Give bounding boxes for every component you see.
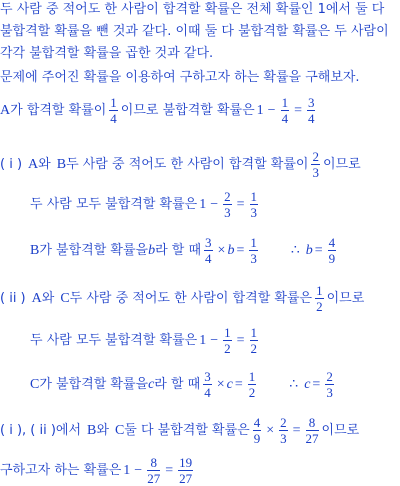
- intro-line-3: 각각 불합격할 확률을 곱한 것과 같다.: [0, 46, 214, 61]
- fraction: $\frac{2}{3}$: [312, 149, 319, 180]
- fraction: $\frac{8}{27}$: [147, 455, 161, 486]
- intro-line-1: 두 사람 중 적어도 한 사람이 합격할 확률은 전체 확률인 1에서 둘 다: [0, 2, 385, 17]
- fraction: $\frac{2}{3}$: [326, 369, 333, 400]
- intro-line-4: 문제에 주어진 확률을 이용하여 구하고자 하는 확률을 구해보자.: [0, 70, 360, 85]
- fraction: $\frac{3}{4}$: [205, 235, 212, 266]
- intro-line-2: 불합격할 확률을 뺀 것과 같다. 이때 둘 다 불합격할 확률은 두 사람이: [0, 24, 389, 39]
- fraction: $\frac{4}{9}$: [328, 235, 336, 266]
- fraction: $\frac{1}{2}$: [224, 325, 231, 356]
- fraction: $\frac{4}{9}$: [253, 415, 261, 446]
- step-a-line: A 가 합격할 확률이 $\frac{1}{4}$ 이므로 불합격할 확률은 1 − $\frac{1}{4}$ = $\frac{3}{4}$: [0, 95, 315, 126]
- fraction: $\frac{3}{4}$: [307, 95, 315, 126]
- case-i-both-fail: 두 사람 모두 불합격할 확률은 1 − $\frac{2}{3}$ = $\frac{1}{3}$: [30, 189, 258, 220]
- fraction: $\frac{2}{3}$: [280, 415, 287, 446]
- case-ii-line: ( ii ) A 와 C 두 사람 중 적어도 한 사람이 합격할 확률은 $\frac{1}{2}$ 이므로: [0, 283, 365, 314]
- fraction: $\frac{1}{4}$: [110, 95, 117, 126]
- fraction: $\frac{1}{3}$: [250, 189, 258, 220]
- fraction: $\frac{1}{2}$: [250, 325, 258, 356]
- fraction: $\frac{1}{2}$: [248, 369, 256, 400]
- fraction: $\frac{1}{4}$: [281, 95, 289, 126]
- case-ii-solve-c: C 가 불합격할 확률을 c 라 할 때 $\frac{3}{4}$ × c = $\frac{1}{2}$ ∴ c = $\frac{2}{3}$: [30, 369, 333, 400]
- fraction: $\frac{2}{3}$: [224, 189, 231, 220]
- fraction: $\frac{19}{27}$: [179, 455, 193, 486]
- fraction: $\frac{3}{4}$: [204, 369, 211, 400]
- case-ii-both-fail: 두 사람 모두 불합격할 확률은 1 − $\frac{1}{2}$ = $\frac{1}{2}$: [30, 325, 258, 356]
- fraction: $\frac{1}{3}$: [250, 235, 257, 266]
- final-answer-line: 구하고자 하는 확률은 1 − $\frac{8}{27}$ = $\frac{19}{27}$: [0, 455, 193, 486]
- case-i-solve-b: B 가 불합격할 확률을 b 라 할 때 $\frac{3}{4}$ × b = $\frac{1}{3}$ ∴ b = $\frac{4}{9}$: [30, 235, 336, 266]
- combine-line: ( i ), ( ii )에서 B 와 C 둘 다 불합격할 확률은 $\frac{4}{9}$ × $\frac{2}{3}$ = $\frac{8}{27}$ 이므로: [0, 415, 360, 446]
- fraction: $\frac{8}{27}$: [305, 415, 319, 446]
- fraction: $\frac{1}{2}$: [316, 283, 323, 314]
- case-i-line: ( i ) A 와 B 두 사람 중 적어도 한 사람이 합격할 확률이 $\frac{2}{3}$ 이므로: [0, 149, 361, 180]
